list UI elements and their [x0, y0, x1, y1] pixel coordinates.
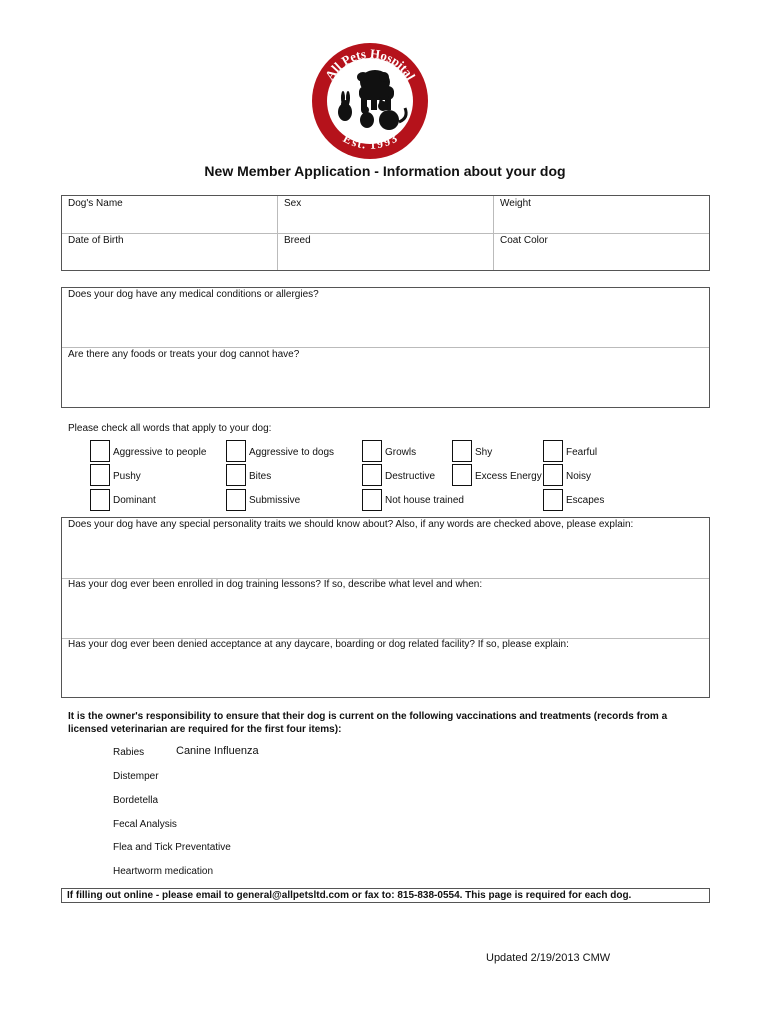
- label-destructive: Destructive: [385, 471, 436, 482]
- personality-questions-box: [61, 517, 710, 698]
- footer-notice: If filling out online - please email to general@allpetsltd.com or fax to: 815-838-0554. This page is required for each dog.: [67, 890, 632, 901]
- checkbox-noisy[interactable]: [543, 464, 563, 486]
- label-aggressive-to-dogs: Aggressive to dogs: [249, 447, 335, 458]
- label-escapes: Escapes: [566, 495, 605, 506]
- personality-traits-question[interactable]: Does your dog have any special personality traits we should know about? Also, if any words are checked above, please explain:: [68, 519, 634, 530]
- checkbox-bites[interactable]: [226, 464, 246, 486]
- checkbox-destructive[interactable]: [362, 464, 382, 486]
- checkbox-aggressive-to-dogs[interactable]: [226, 440, 246, 462]
- sex-field[interactable]: Sex: [284, 198, 302, 209]
- page-title: New Member Application - Information about your dog: [204, 163, 566, 179]
- vaccination-item-canine-influenza: Canine Influenza: [176, 745, 259, 757]
- logo-top-text: All Pets Hospital: [321, 45, 419, 83]
- vaccination-item-fecal-analysis: Fecal Analysis: [113, 819, 177, 830]
- checkbox-escapes[interactable]: [543, 489, 563, 511]
- checkbox-shy[interactable]: [452, 440, 472, 462]
- health-questions-box: [61, 287, 710, 408]
- checkbox-growls[interactable]: [362, 440, 382, 462]
- logo-bottom-text: Est. 1993: [340, 131, 400, 152]
- checkbox-fearful[interactable]: [543, 440, 563, 462]
- breed-field[interactable]: Breed: [284, 235, 311, 246]
- food-restrictions-question[interactable]: Are there any foods or treats your dog cannot have?: [68, 349, 300, 360]
- checkbox-dominant[interactable]: [90, 489, 110, 511]
- checkbox-submissive[interactable]: [226, 489, 246, 511]
- label-growls: Growls: [385, 447, 417, 458]
- label-not-house-trained: Not house trained: [385, 495, 464, 506]
- label-noisy: Noisy: [566, 471, 592, 482]
- weight-field[interactable]: Weight: [500, 198, 531, 209]
- vaccination-notice-line2: licensed veterinarian are required for the first four items):: [68, 724, 342, 735]
- coat-color-field[interactable]: Coat Color: [500, 235, 548, 246]
- label-bites: Bites: [249, 471, 272, 482]
- checkbox-not-house-trained[interactable]: [362, 489, 382, 511]
- vaccination-notice-line1: It is the owner's responsibility to ensure that their dog is current on the following vaccinations and treatments (records from a: [68, 711, 668, 722]
- vaccination-item-flea-tick: Flea and Tick Preventative: [113, 842, 231, 853]
- vaccination-item-rabies: Rabies: [113, 747, 145, 758]
- bulldog-icon: [357, 70, 394, 110]
- box-divider: [62, 347, 709, 348]
- table-row-divider: [62, 233, 709, 234]
- label-aggressive-to-people: Aggressive to people: [113, 447, 207, 458]
- vaccination-item-bordetella: Bordetella: [113, 795, 159, 806]
- checkbox-pushy[interactable]: [90, 464, 110, 486]
- medical-conditions-question[interactable]: Does your dog have any medical conditions or allergies?: [68, 289, 319, 300]
- date-of-birth-field[interactable]: Date of Birth: [68, 235, 124, 246]
- label-dominant: Dominant: [113, 495, 156, 506]
- checkbox-excess-energy[interactable]: [452, 464, 472, 486]
- updated-stamp: Updated 2/19/2013 CMW: [486, 952, 611, 964]
- label-submissive: Submissive: [249, 495, 301, 506]
- vaccination-item-heartworm: Heartworm medication: [113, 866, 214, 877]
- label-excess-energy: Excess Energy: [475, 471, 542, 482]
- dog-name-field[interactable]: Dog's Name: [68, 198, 123, 209]
- label-shy: Shy: [475, 447, 493, 458]
- label-fearful: Fearful: [566, 447, 598, 458]
- vaccination-item-distemper: Distemper: [113, 771, 159, 782]
- denied-acceptance-question[interactable]: Has your dog ever been denied acceptance at any daycare, boarding or dog related facility? If so, please explain:: [68, 639, 569, 650]
- footer-notice-box: [61, 888, 710, 903]
- behavior-prompt: Please check all words that apply to your dog:: [68, 423, 272, 434]
- label-pushy: Pushy: [113, 471, 141, 482]
- checkbox-aggressive-to-people[interactable]: [90, 440, 110, 462]
- training-lessons-question[interactable]: Has your dog ever been enrolled in dog training lessons? If so, describe what level and when:: [68, 579, 483, 590]
- basic-info-table: [61, 195, 710, 271]
- hospital-logo: [309, 40, 431, 162]
